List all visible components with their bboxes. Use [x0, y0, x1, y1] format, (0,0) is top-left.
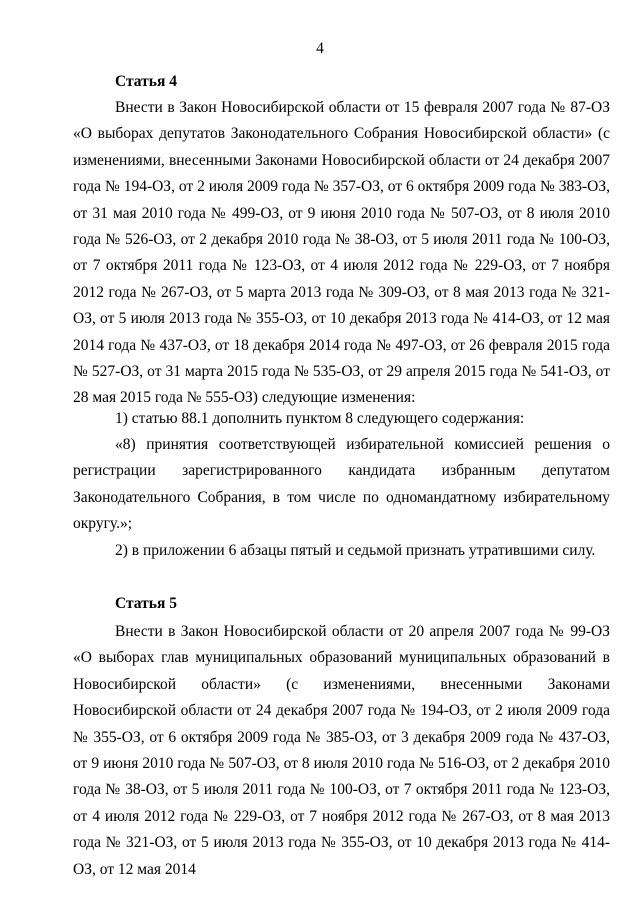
page-number: 4 — [316, 40, 324, 57]
article-4-item-1-quote: «8) принятия соответствующей избирательной комиссией решения о регистрации зарегистрированного кандидата избранным депутатом Законодательного Собрания, в том числе по одномандатному избирательному округу.»; — [73, 436, 610, 533]
article-4-title: Статья 4 — [115, 73, 177, 90]
article-4-item-2: 2) в приложении 6 абзацы пятый и седьмой признать утратившими силу. — [115, 542, 596, 559]
article-4-item-1: 1) статью 88.1 дополнить пунктом 8 следующего содержания: — [115, 410, 525, 427]
article-4-intro-paragraph: Внести в Закон Новосибирской области от 15 февраля 2007 года № 87-ОЗ «О выборах депутатов Законодательного Собрания Новосибирской области» (с изменениями, внесенными Законами Новосибирской области от 24 декабря 2007 года № 194-ОЗ, от 2 июля 2009 года № 357-ОЗ, от 6 октября 2009 года № 383-ОЗ, от 31 мая 2010 года № 499-ОЗ, от 9 июня 2010 года № 507-ОЗ, от 8 июля 2010 года № 526-ОЗ, от 2 декабря 2010 года № 38-ОЗ, от 5 июля 2011 года № 100-ОЗ, от 7 октября 2011 года № 123-ОЗ, от 4 июля 2012 года № 229-ОЗ, от 7 ноября 2012 года № 267-ОЗ, от 5 марта 2013 года № 309-ОЗ, от 8 мая 2013 года № 321-ОЗ, от 5 июля 2013 года № 355-ОЗ, от 10 декабря 2013 года № 414-ОЗ, от 12 мая 2014 года № 437-ОЗ, от 18 декабря 2014 года № 497-ОЗ, от 26 февраля 2015 года № 527-ОЗ, от 31 марта 2015 года № 535-ОЗ, от 29 апреля 2015 года № 541-ОЗ, от 28 мая 2015 года № 555-ОЗ) следующие изменения: — [73, 99, 610, 407]
article-5-intro-paragraph: Внести в Закон Новосибирской области от 20 апреля 2007 года № 99-ОЗ «О выборах глав муниципальных образований муниципальных образований в Новосибирской области» (с изменениями, внесенными Законами Новосибирской области от 24 декабря 2007 года № 194-ОЗ, от 2 июля 2009 года № 355-ОЗ, от 6 октября 2009 года № 385-ОЗ, от 3 декабря 2009 года № 437-ОЗ, от 9 июня 2010 года № 507-ОЗ, от 8 июля 2010 года № 516-ОЗ, от 2 декабря 2010 года № 38-ОЗ, от 5 июля 2011 года № 100-ОЗ, от 7 октября 2011 года № 123-ОЗ, от 4 июля 2012 года № 229-ОЗ, от 7 ноября 2012 года № 267-ОЗ, от 8 мая 2013 года № 321-ОЗ, от 5 июля 2013 года № 355-ОЗ, от 10 декабря 2013 года № 414-ОЗ, от 12 мая 2014 — [73, 623, 610, 878]
article-5-title: Статья 5 — [115, 595, 177, 612]
